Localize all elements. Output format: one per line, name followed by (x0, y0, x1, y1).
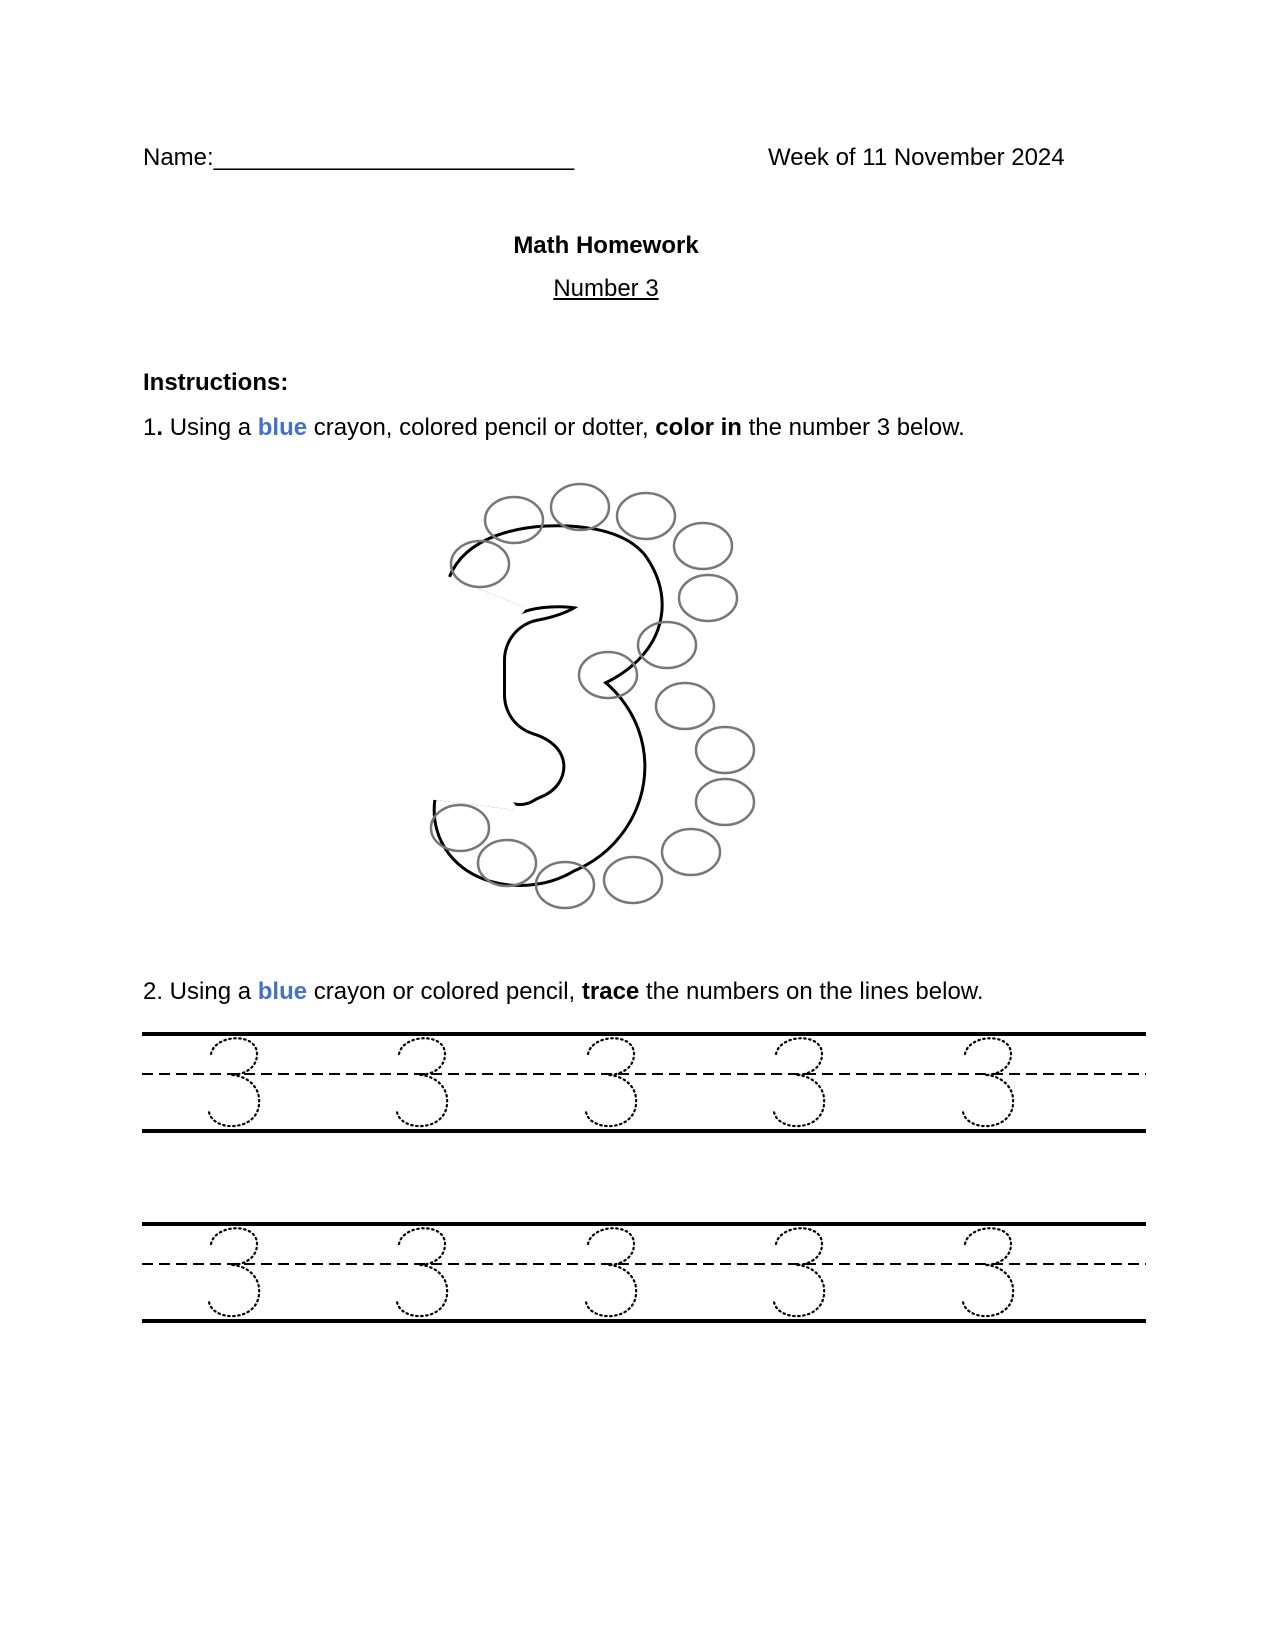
week-label: Week of 11 November 2024 (768, 144, 1065, 171)
dotted-three-glyph[interactable] (209, 1038, 259, 1126)
dot-circle[interactable] (662, 829, 720, 875)
page-subtitle: Number 3 (553, 275, 659, 302)
instruction-step-1 (143, 414, 965, 442)
dot-circle[interactable] (604, 857, 662, 903)
dot-circle[interactable] (617, 493, 675, 539)
name-label: Name: (143, 144, 214, 171)
dot-number-three-illustration[interactable] (395, 460, 805, 940)
dot-circle[interactable] (696, 779, 754, 825)
step1-text-a: Using a (163, 414, 258, 441)
dotted-three-glyph[interactable] (774, 1038, 824, 1126)
step2-emphasis: trace (581, 978, 640, 1005)
dotted-three-glyph[interactable] (397, 1228, 447, 1316)
step1-text-b: crayon, colored pencil or dotter, (307, 414, 656, 441)
dotted-three-glyph[interactable] (209, 1228, 259, 1316)
dot-circle[interactable] (674, 523, 732, 569)
dot-circle[interactable] (656, 683, 714, 729)
dot-circle[interactable] (679, 575, 737, 621)
tracing-row[interactable] (142, 1034, 1146, 1131)
name-blank-line[interactable]: ___________________________ (213, 144, 575, 171)
dotted-three-glyph[interactable] (397, 1038, 447, 1126)
name-field (143, 144, 574, 172)
instructions-heading: Instructions: (143, 369, 289, 396)
dotted-three-glyph[interactable] (774, 1228, 824, 1316)
dotted-three-glyph[interactable] (963, 1038, 1013, 1126)
step1-emphasis: color in (655, 414, 742, 441)
dot-circle[interactable] (696, 727, 754, 773)
tracing-area[interactable] (140, 1028, 1150, 1328)
dot-circle[interactable] (551, 484, 609, 530)
step1-text-c: the number 3 below. (741, 414, 965, 441)
step2-text-c: the numbers on the lines below. (639, 978, 984, 1005)
step2-text-a: 2. Using a (143, 978, 258, 1005)
step1-dot: . (156, 414, 164, 441)
page-title: Math Homework (513, 232, 699, 259)
dotted-three-glyph[interactable] (586, 1228, 636, 1316)
step1-blue-word: blue (257, 414, 308, 441)
tracing-row[interactable] (142, 1224, 1146, 1321)
step2-text-b: crayon or colored pencil, (307, 978, 582, 1005)
dotted-three-glyph[interactable] (963, 1228, 1013, 1316)
step1-number: 1 (143, 414, 157, 441)
step2-blue-word: blue (257, 978, 308, 1005)
instruction-step-2 (143, 978, 983, 1006)
dotted-three-glyph[interactable] (586, 1038, 636, 1126)
